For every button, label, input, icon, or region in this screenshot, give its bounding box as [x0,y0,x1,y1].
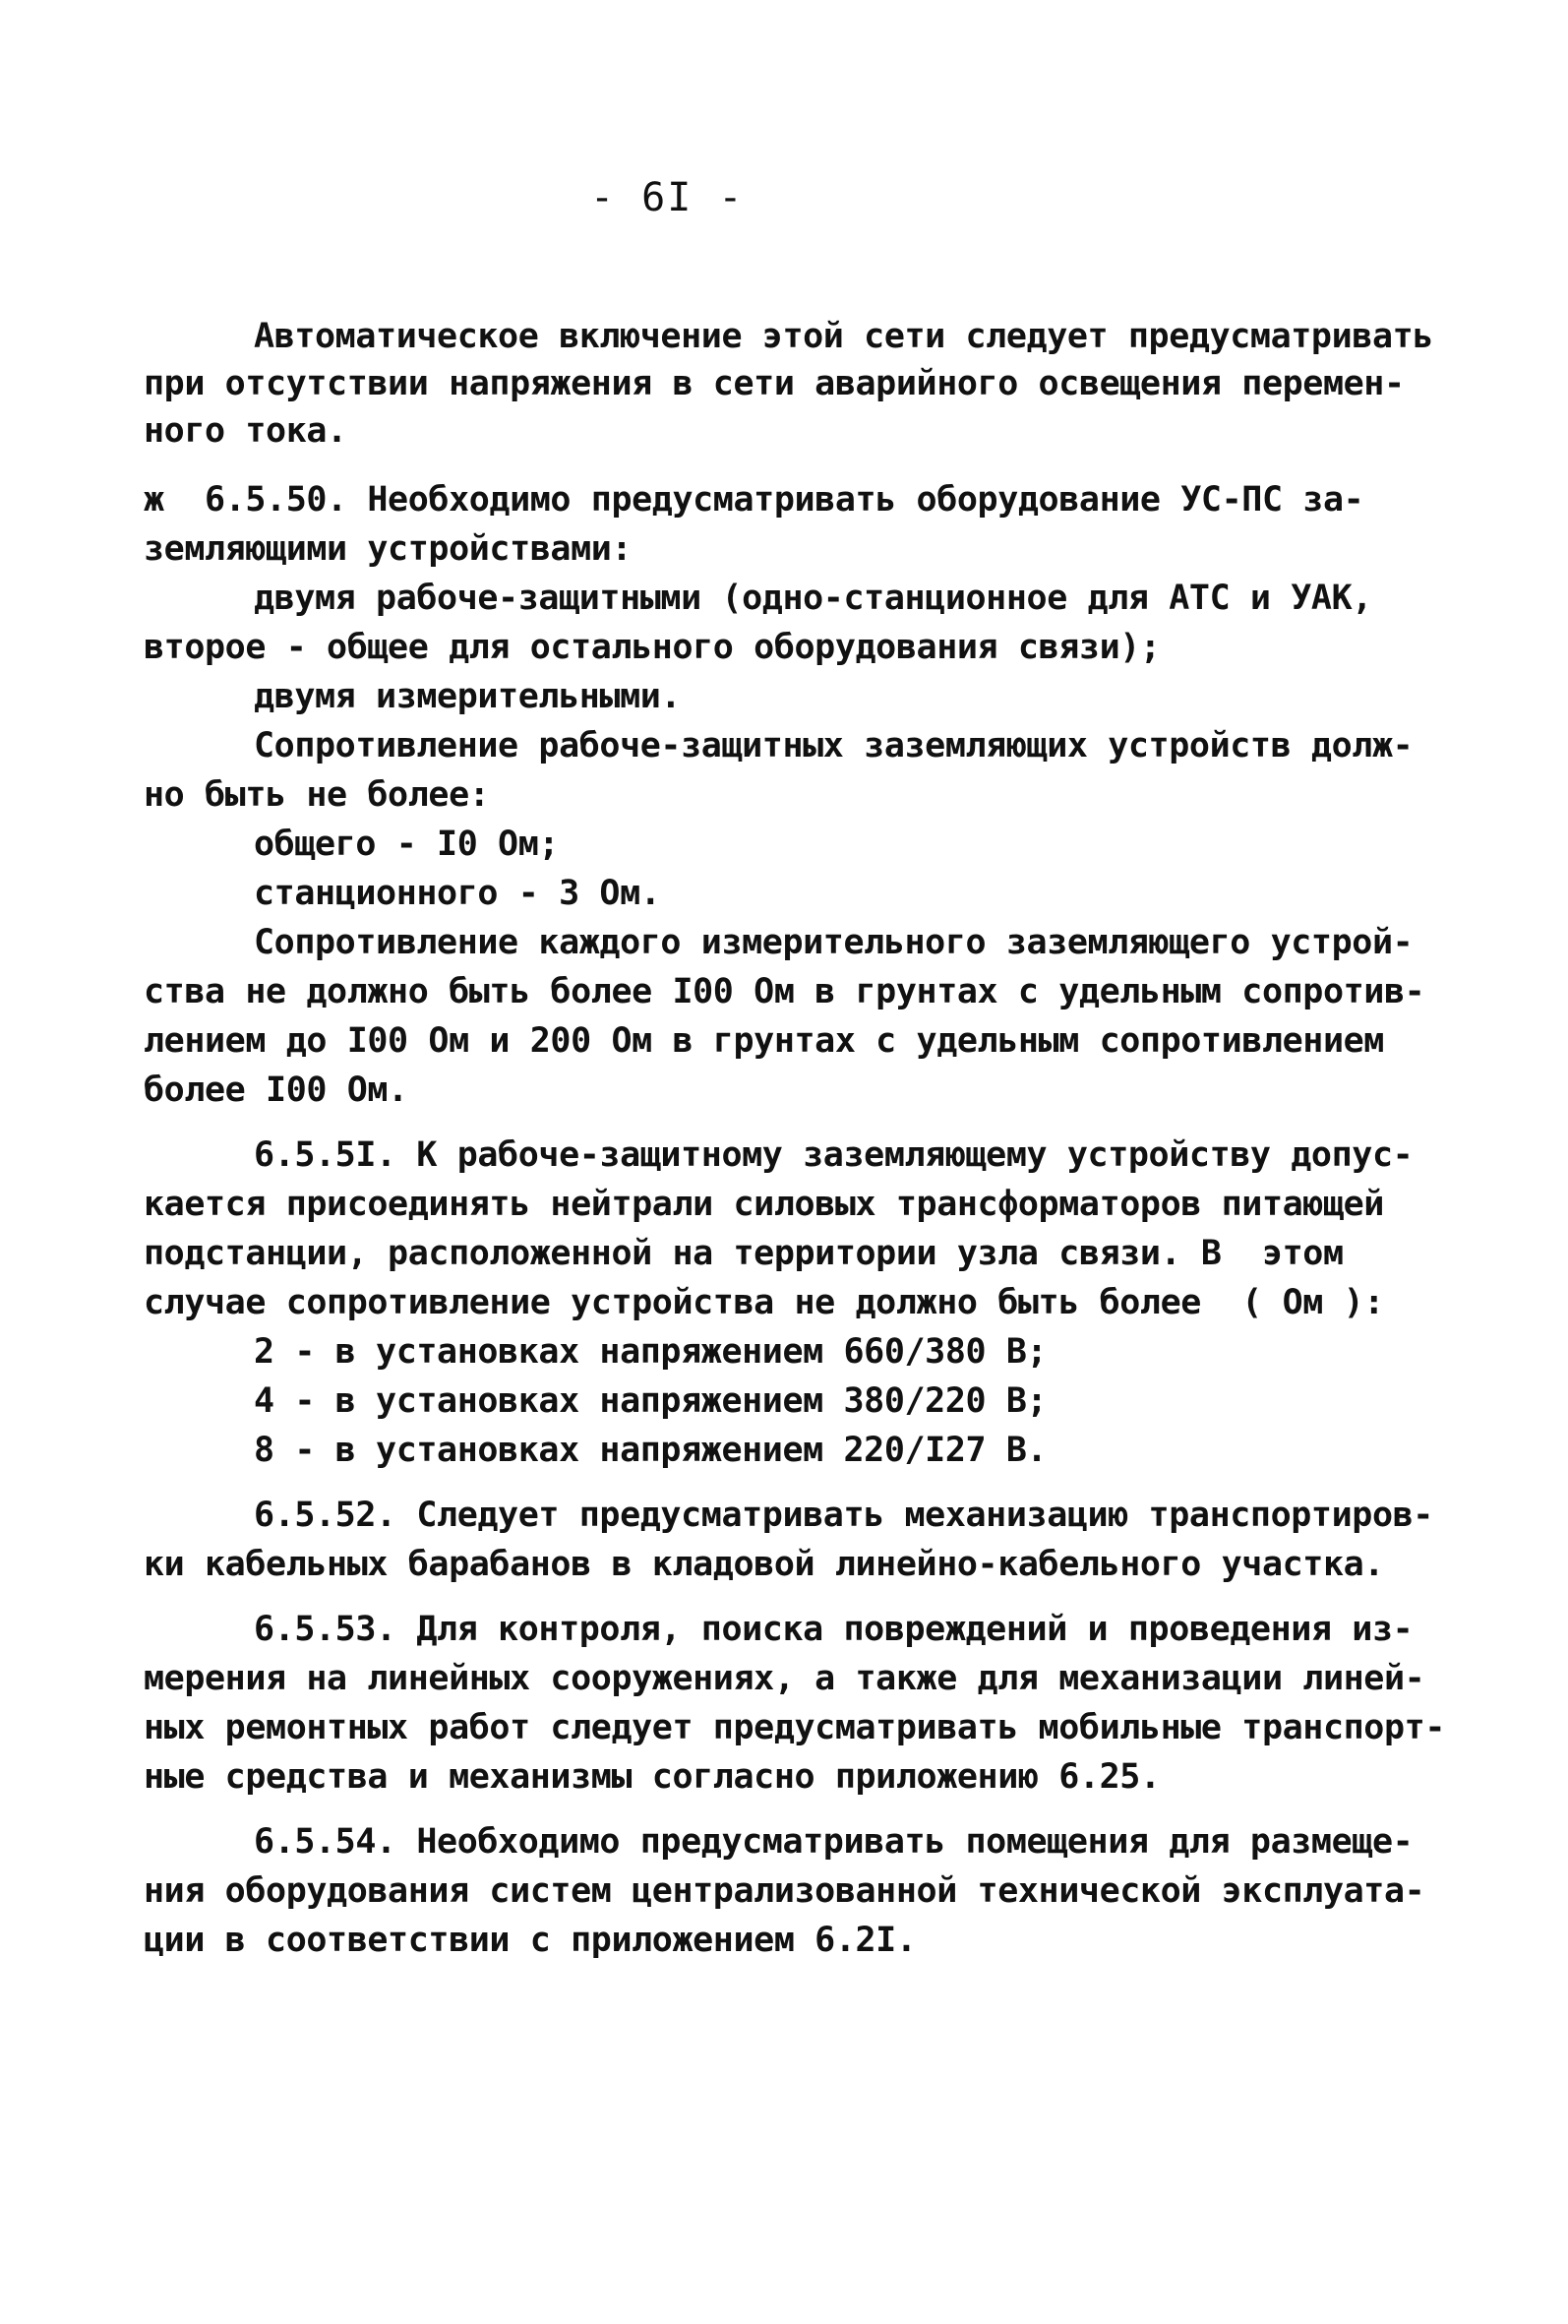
text-line: случае сопротивление устройства не должно быть более ( Ом ): [144,1283,1384,1322]
text-line: но быть не более: [144,775,490,815]
text-line: ции в соответствии с приложением 6.2I. [144,1921,917,1960]
text-line: ния оборудования систем централизованной технической эксплуата- [144,1871,1425,1911]
text-line: двумя измерительными. [254,677,682,716]
text-line: ства не должно быть более I00 Ом в грунтах с удельным сопротив- [144,972,1425,1011]
text-line: 2 - в установках напряжением 660/380 В; [254,1332,1048,1372]
text-line: 8 - в установках напряжением 220/I27 В. [254,1431,1048,1470]
text-line: 6.5.53. Для контроля, поиска повреждений и проведения из- [254,1610,1414,1649]
text-line: второе - общее для остального оборудования связи); [144,628,1161,667]
text-line: ки кабельных барабанов в кладовой линейно-кабельного участка. [144,1545,1384,1584]
text-line: при отсутствии напряжения в сети аварийного освещения перемен- [144,364,1405,403]
text-line: 6.5.52. Следует предусматривать механизацию транспортиров- [254,1496,1433,1535]
text-line: станционного - 3 Ом. [254,874,661,913]
text-line: ж 6.5.50. Необходимо предусматривать оборудование УС-ПС за- [144,480,1364,520]
text-line: Сопротивление каждого измерительного заземляющего устрой- [254,923,1414,962]
text-line: более I00 Ом. [144,1070,408,1110]
text-line: 4 - в установках напряжением 380/220 В; [254,1381,1048,1421]
text-line: подстанции, расположенной на территории узла связи. В этом [144,1234,1344,1273]
text-line: лением до I00 Ом и 200 Ом в грунтах с удельным сопротивлением [144,1021,1384,1061]
text-line: Сопротивление рабоче-защитных заземляющих устройств долж- [254,726,1414,765]
text-line: ного тока. [144,411,347,451]
text-line: ные средства и механизмы согласно приложению 6.25. [144,1757,1161,1797]
text-line: общего - I0 Ом; [254,825,560,864]
text-line: земляющими устройствами: [144,529,633,569]
page-number: - 6I - [590,175,745,220]
text-line: двумя рабоче-защитными (одно-станционное для АТС и УАК, [254,579,1372,618]
text-line: Автоматическое включение этой сети следует предусматривать [254,317,1433,356]
text-line: 6.5.5I. К рабоче-защитному заземляющему устройству допус- [254,1135,1414,1175]
text-line: кается присоединять нейтрали силовых трансформаторов питающей [144,1185,1384,1224]
text-line: мерения на линейных сооружениях, а также для механизации линей- [144,1659,1425,1698]
text-line: ных ремонтных работ следует предусматривать мобильные транспорт- [144,1708,1445,1747]
text-line: 6.5.54. Необходимо предусматривать помещения для размеще- [254,1822,1414,1862]
